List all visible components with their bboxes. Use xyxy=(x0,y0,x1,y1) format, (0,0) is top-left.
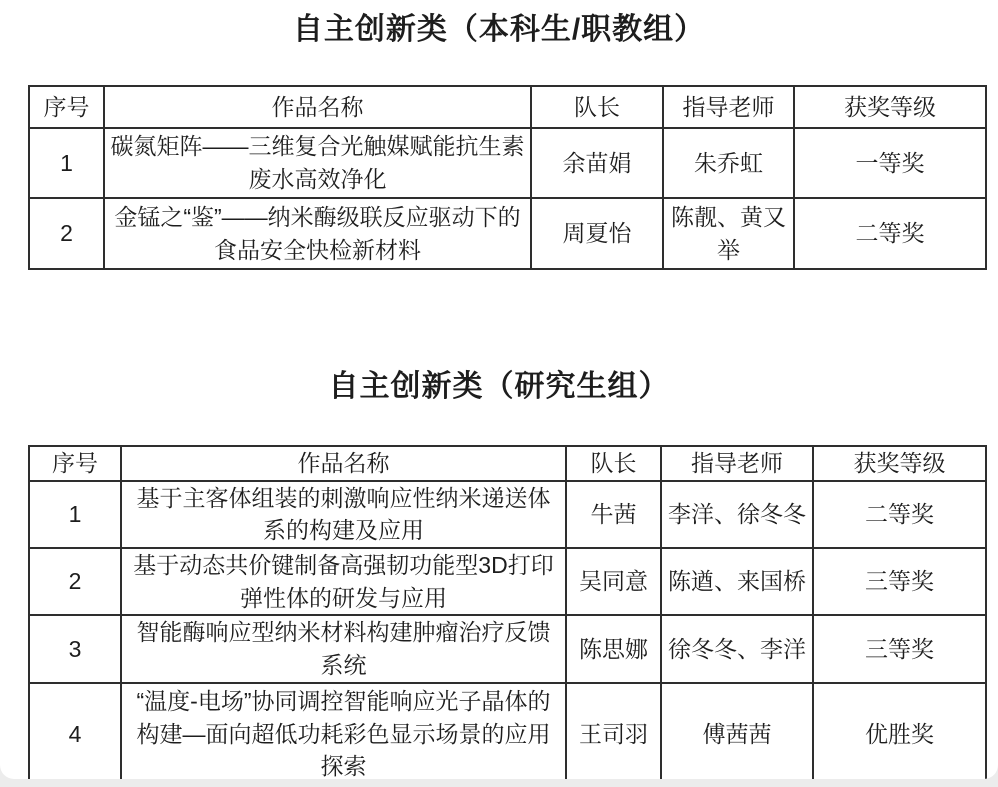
cell-leader: 余苗娟 xyxy=(531,128,663,198)
cell-no: 3 xyxy=(29,615,121,682)
table-row xyxy=(29,128,986,198)
cell-leader: 吴同意 xyxy=(566,548,661,615)
section-title-graduate: 自主创新类（研究生组） xyxy=(328,370,670,403)
cell-work: 碳氮矩阵——三维复合光触媒赋能抗生素废水高效净化 xyxy=(104,128,531,198)
cell-leader: 周夏怡 xyxy=(531,198,663,269)
cell-award: 二等奖 xyxy=(813,481,986,548)
cell-award: 优胜奖 xyxy=(813,683,986,779)
cell-no: 4 xyxy=(29,683,121,779)
cell-advisor: 朱乔虹 xyxy=(663,128,794,198)
award-table-undergrad xyxy=(28,85,987,270)
table-row xyxy=(29,615,986,682)
column-header: 获奖等级 xyxy=(813,446,986,481)
cell-no: 2 xyxy=(29,548,121,615)
column-header: 作品名称 xyxy=(104,86,531,128)
table-row xyxy=(29,548,986,615)
section-graduate xyxy=(0,270,998,779)
column-header: 指导老师 xyxy=(661,446,813,481)
cell-award: 二等奖 xyxy=(794,198,986,269)
cell-advisor: 李洋、徐冬冬 xyxy=(661,481,813,548)
cell-award: 三等奖 xyxy=(813,615,986,682)
column-header: 指导老师 xyxy=(663,86,794,128)
cell-advisor: 陈遒、来国桥 xyxy=(661,548,813,615)
cell-work: 基于主客体组装的刺激响应性纳米递送体系的构建及应用 xyxy=(121,481,566,548)
section-undergrad-vocational xyxy=(0,0,998,270)
cell-no: 1 xyxy=(29,128,104,198)
column-header: 获奖等级 xyxy=(794,86,986,128)
column-header: 序号 xyxy=(29,86,104,128)
cell-work: “温度-电场”协同调控智能响应光子晶体的构建—面向超低功耗彩色显示场景的应用探索 xyxy=(121,683,566,779)
cell-work: 智能酶响应型纳米材料构建肿瘤治疗反馈系统 xyxy=(121,615,566,682)
table-row xyxy=(29,481,986,548)
column-header: 序号 xyxy=(29,446,121,481)
column-header: 队长 xyxy=(531,86,663,128)
cell-leader: 牛茜 xyxy=(566,481,661,548)
cell-award: 三等奖 xyxy=(813,548,986,615)
cell-advisor: 陈靓、黄又举 xyxy=(663,198,794,269)
cell-advisor: 傅茜茜 xyxy=(661,683,813,779)
cell-leader: 陈思娜 xyxy=(566,615,661,682)
column-header: 作品名称 xyxy=(121,446,566,481)
cell-leader: 王司羽 xyxy=(566,683,661,779)
column-header: 队长 xyxy=(566,446,661,481)
cell-advisor: 徐冬冬、李洋 xyxy=(661,615,813,682)
cell-award: 一等奖 xyxy=(794,128,986,198)
award-table-graduate xyxy=(28,445,987,779)
cell-no: 2 xyxy=(29,198,104,269)
cell-no: 1 xyxy=(29,481,121,548)
section-title-undergrad: 自主创新类（本科生/职教组） xyxy=(292,13,706,46)
header-row xyxy=(29,86,986,128)
header-row xyxy=(29,446,986,481)
cell-work: 基于动态共价键制备高强韧功能型3D打印弹性体的研发与应用 xyxy=(121,548,566,615)
cell-work: 金锰之“鉴”——纳米酶级联反应驱动下的食品安全快检新材料 xyxy=(104,198,531,269)
table-row xyxy=(29,683,986,779)
table-row xyxy=(29,198,986,269)
